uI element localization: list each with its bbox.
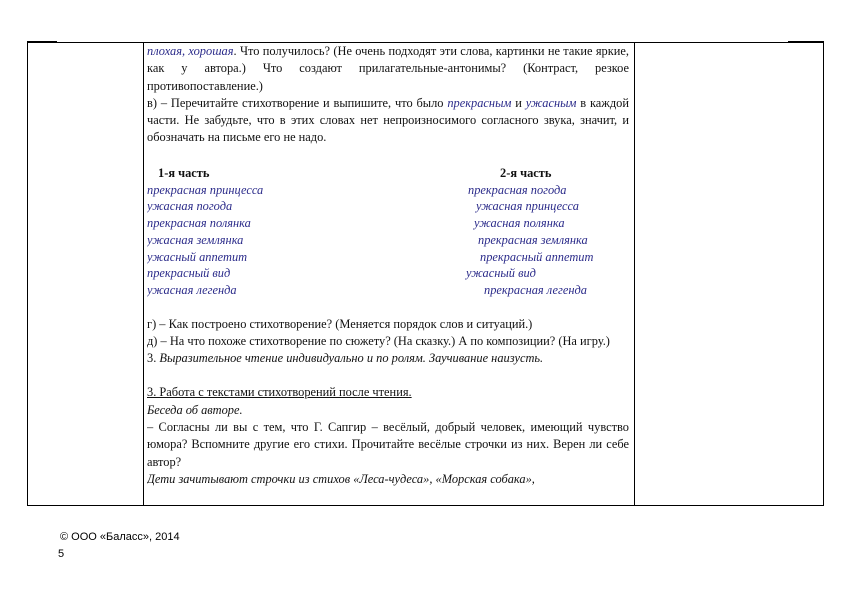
part-2-phrase: прекрасная погода — [468, 182, 567, 197]
paragraph-text: в каждой части. Не забудьте, что в этих словах нет непроизносимого согласного звука, значит, и обозначать на письме его не надо. — [147, 95, 629, 145]
paragraph-task-v — [147, 95, 629, 147]
paragraph-antonyms — [147, 43, 629, 95]
list-item — [147, 198, 629, 215]
list-item — [147, 249, 629, 266]
word-pairs-list — [147, 182, 629, 299]
part-1-phrase: ужасная землянка — [147, 232, 244, 247]
part-1-phrase: ужасный аппетит — [147, 249, 248, 264]
paragraph-children-read: Дети зачитывают строчки из стихов «Леса-чудеса», «Морская собака», — [147, 471, 535, 486]
paragraph-text: . Что получилось? (Не очень подходят эти слова, картинки не такие яркие, как у автора.) Что создают прилагательные-антонимы? (Контраст, резкое противопоставление.) — [147, 44, 629, 93]
top-border-stub-left — [27, 41, 57, 43]
subheading-author-talk: Беседа об авторе. — [147, 402, 243, 417]
list-item — [147, 232, 629, 249]
part-2-phrase: ужасная принцесса — [476, 199, 579, 214]
column-divider-right — [634, 42, 635, 506]
part-1-phrase: прекрасная полянка — [147, 216, 251, 231]
part-2-phrase: прекрасный аппетит — [480, 249, 594, 264]
item-number: 3. — [147, 351, 160, 366]
section-heading: 3. Работа с текстами стихотворений после чтения. — [147, 385, 412, 400]
spacer — [147, 299, 629, 316]
column-divider-left — [143, 42, 144, 506]
paragraph-text: и — [511, 95, 526, 110]
highlight-word-beautiful: прекрасным — [447, 95, 512, 110]
list-item — [147, 265, 629, 282]
paragraph-text: в) – Перечитайте стихотворение и выпишите, что было — [147, 95, 448, 110]
list-item — [147, 215, 629, 232]
paragraph-question: – Согласны ли вы с тем, что Г. Сапгир – весёлый, добрый человек, имеющий чувство юмора? Вспомните другие его стихи. Прочитайте весёлые строчки из них. Верен ли себе автор? — [147, 420, 629, 469]
paragraph-reading — [147, 350, 629, 367]
copyright-footer: © ООО «Баласс», 2014 — [60, 531, 180, 543]
part-1-phrase: прекрасная принцесса — [147, 182, 264, 197]
part-2-phrase: прекрасная землянка — [478, 232, 588, 247]
part-1-phrase: ужасная погода — [147, 199, 233, 214]
part-2-heading: 2-я часть — [500, 165, 552, 180]
paragraph-text: Выразительное чтение индивидуально и по ролям. Заучивание наизусть. — [159, 351, 544, 366]
list-item — [147, 182, 629, 199]
part-2-phrase: ужасная полянка — [474, 216, 565, 231]
paragraph-task-d: д) – На что похоже стихотворение по сюжету? (На сказку.) А по композиции? (На игру.) — [147, 333, 610, 348]
highlight-word-terrible: ужасным — [525, 95, 577, 110]
part-1-heading: 1-я часть — [158, 165, 210, 180]
page-number: 5 — [58, 548, 65, 560]
part-1-phrase: прекрасный вид — [147, 266, 231, 281]
list-item — [147, 282, 629, 299]
part-2-phrase: ужасный вид — [466, 266, 536, 281]
part-2-phrase: прекрасная легенда — [484, 282, 587, 297]
highlight-words: плохая, хорошая — [147, 44, 234, 58]
paragraph-task-g: г) – Как построено стихотворение? (Меняется порядок слов и ситуаций.) — [147, 316, 533, 331]
part-1-phrase: ужасная легенда — [147, 282, 237, 297]
spacer — [147, 367, 629, 384]
top-border-stub-right — [788, 41, 824, 43]
lesson-content-cell — [147, 43, 629, 505]
spacer — [147, 147, 629, 165]
parts-header — [147, 165, 629, 182]
